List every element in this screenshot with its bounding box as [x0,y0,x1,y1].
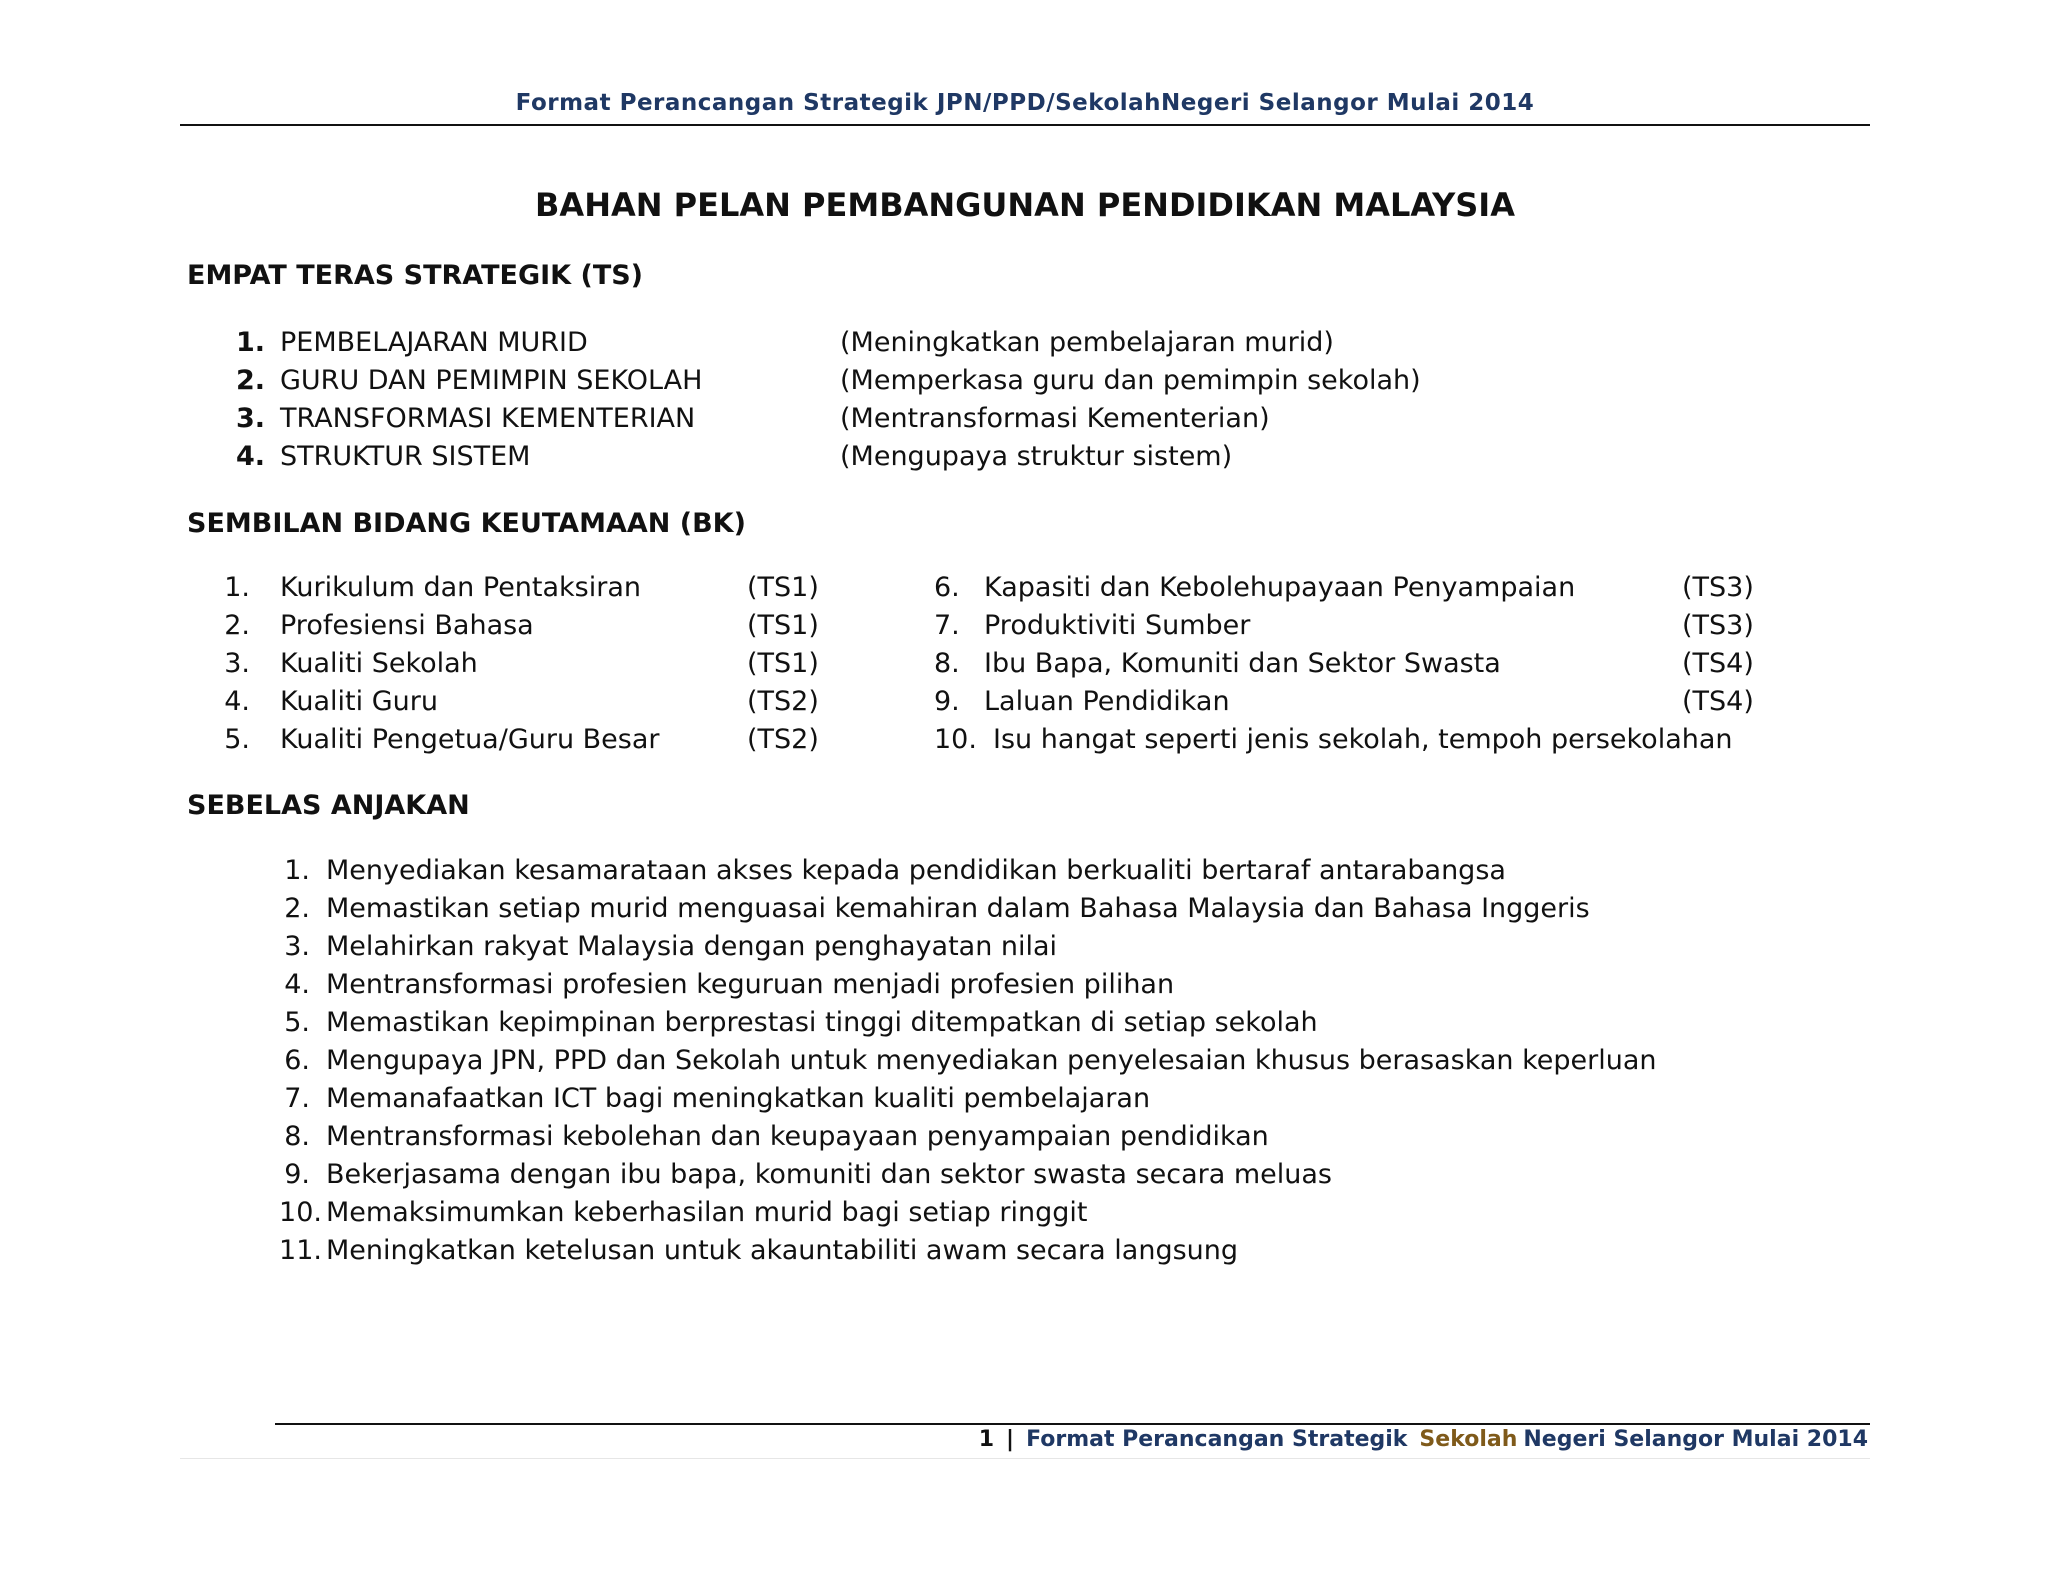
bidang-number: 6. [934,572,960,603]
bidang-name: Kapasiti dan Kebolehupayaan Penyampaian [984,572,1576,603]
bidang-number: 1. [224,572,250,603]
bidang-number: 5. [224,724,250,755]
footer-text-part3: Negeri Selangor Mulai 2014 [1523,1427,1868,1452]
footer-text-part1: Format Perancangan Strategik [1026,1427,1408,1452]
bidang-name: Kualiti Pengetua/Guru Besar [280,724,660,755]
bidang-ts-tag: (TS3) [1682,572,1754,603]
teras-number: 3. [235,403,265,434]
teras-description: (Mengupaya struktur sistem) [840,441,1233,472]
bidang-ts-tag: (TS2) [747,724,819,755]
bidang-name: Kualiti Guru [280,686,438,717]
teras-description: (Mentransformasi Kementerian) [840,403,1270,434]
bidang-ts-tag: (TS4) [1682,686,1754,717]
bidang-name: Isu hangat seperti jenis sekolah, tempoh persekolahan [993,724,1733,755]
footer-separator: | [1006,1427,1015,1452]
bidang-ts-tag: (TS1) [747,610,819,641]
bidang-heading: SEMBILAN BIDANG KEUTAMAAN (BK) [187,508,746,539]
anjakan-text: Memaksimumkan keberhasilan murid bagi setiap ringgit [326,1197,1088,1228]
anjakan-number: 6. [284,1045,310,1076]
page-number: 1 [978,1427,995,1452]
teras-name: TRANSFORMASI KEMENTERIAN [280,403,696,434]
anjakan-number: 2. [284,893,310,924]
bidang-number: 4. [224,686,250,717]
bidang-number: 9. [934,686,960,717]
anjakan-text: Meningkatkan ketelusan untuk akauntabiliti awam secara langsung [326,1235,1239,1266]
footer-text-part2: Sekolah [1419,1427,1518,1452]
teras-description: (Memperkasa guru dan pemimpin sekolah) [840,365,1421,396]
bidang-number: 3. [224,648,250,679]
teras-number: 2. [235,365,265,396]
bidang-ts-tag: (TS1) [747,648,819,679]
teras-name: STRUKTUR SISTEM [280,441,531,472]
anjakan-number: 3. [284,931,310,962]
teras-description: (Meningkatkan pembelajaran murid) [840,327,1334,358]
anjakan-text: Melahirkan rakyat Malaysia dengan penghayatan nilai [326,931,1058,962]
running-header: Format Perancangan Strategik JPN/PPD/SekolahNegeri Selangor Mulai 2014 [515,90,1535,116]
teras-heading: EMPAT TERAS STRATEGIK (TS) [187,260,644,291]
bidang-number: 7. [934,610,960,641]
page-bottom-line [180,1458,1870,1459]
teras-name: PEMBELAJARAN MURID [280,327,588,358]
anjakan-text: Menyediakan kesamarataan akses kepada pendidikan berkualiti bertaraf antarabangsa [326,855,1506,886]
bidang-name: Produktiviti Sumber [984,610,1251,641]
running-footer [979,1427,1868,1452]
anjakan-text: Memastikan setiap murid menguasai kemahiran dalam Bahasa Malaysia dan Bahasa Inggeris [326,893,1590,924]
bidang-ts-tag: (TS2) [747,686,819,717]
bidang-name: Laluan Pendidikan [984,686,1230,717]
bidang-name: Kualiti Sekolah [280,648,478,679]
anjakan-number: 4. [284,969,310,1000]
bidang-ts-tag: (TS3) [1682,610,1754,641]
bidang-number: 8. [934,648,960,679]
anjakan-text: Mentransformasi profesien keguruan menjadi profesien pilihan [326,969,1175,1000]
bidang-name: Ibu Bapa, Komuniti dan Sektor Swasta [984,648,1501,679]
anjakan-text: Memastikan kepimpinan berprestasi tinggi ditempatkan di setiap sekolah [326,1007,1318,1038]
bidang-number: 2. [224,610,250,641]
footer-divider [275,1423,1870,1425]
bidang-number: 10. [934,724,977,755]
anjakan-number: 9. [284,1159,310,1190]
anjakan-number: 8. [284,1121,310,1152]
teras-number: 4. [235,441,265,472]
anjakan-text: Mengupaya JPN, PPD dan Sekolah untuk menyediakan penyelesaian khusus berasaskan keperluan [326,1045,1657,1076]
anjakan-number: 11. [279,1235,322,1266]
anjakan-number: 7. [284,1083,310,1114]
teras-number: 1. [235,327,265,358]
bidang-ts-tag: (TS4) [1682,648,1754,679]
header-divider [180,124,1870,126]
bidang-ts-tag: (TS1) [747,572,819,603]
anjakan-heading: SEBELAS ANJAKAN [187,790,470,821]
bidang-name: Profesiensi Bahasa [280,610,534,641]
page-title: BAHAN PELAN PEMBANGUNAN PENDIDIKAN MALAYSIA [535,186,1515,224]
teras-name: GURU DAN PEMIMPIN SEKOLAH [280,365,703,396]
anjakan-number: 1. [284,855,310,886]
bidang-name: Kurikulum dan Pentaksiran [280,572,642,603]
anjakan-text: Mentransformasi kebolehan dan keupayaan penyampaian pendidikan [326,1121,1269,1152]
anjakan-number: 5. [284,1007,310,1038]
anjakan-number: 10. [279,1197,322,1228]
anjakan-text: Bekerjasama dengan ibu bapa, komuniti dan sektor swasta secara meluas [326,1159,1333,1190]
anjakan-text: Memanafaatkan ICT bagi meningkatkan kualiti pembelajaran [326,1083,1151,1114]
